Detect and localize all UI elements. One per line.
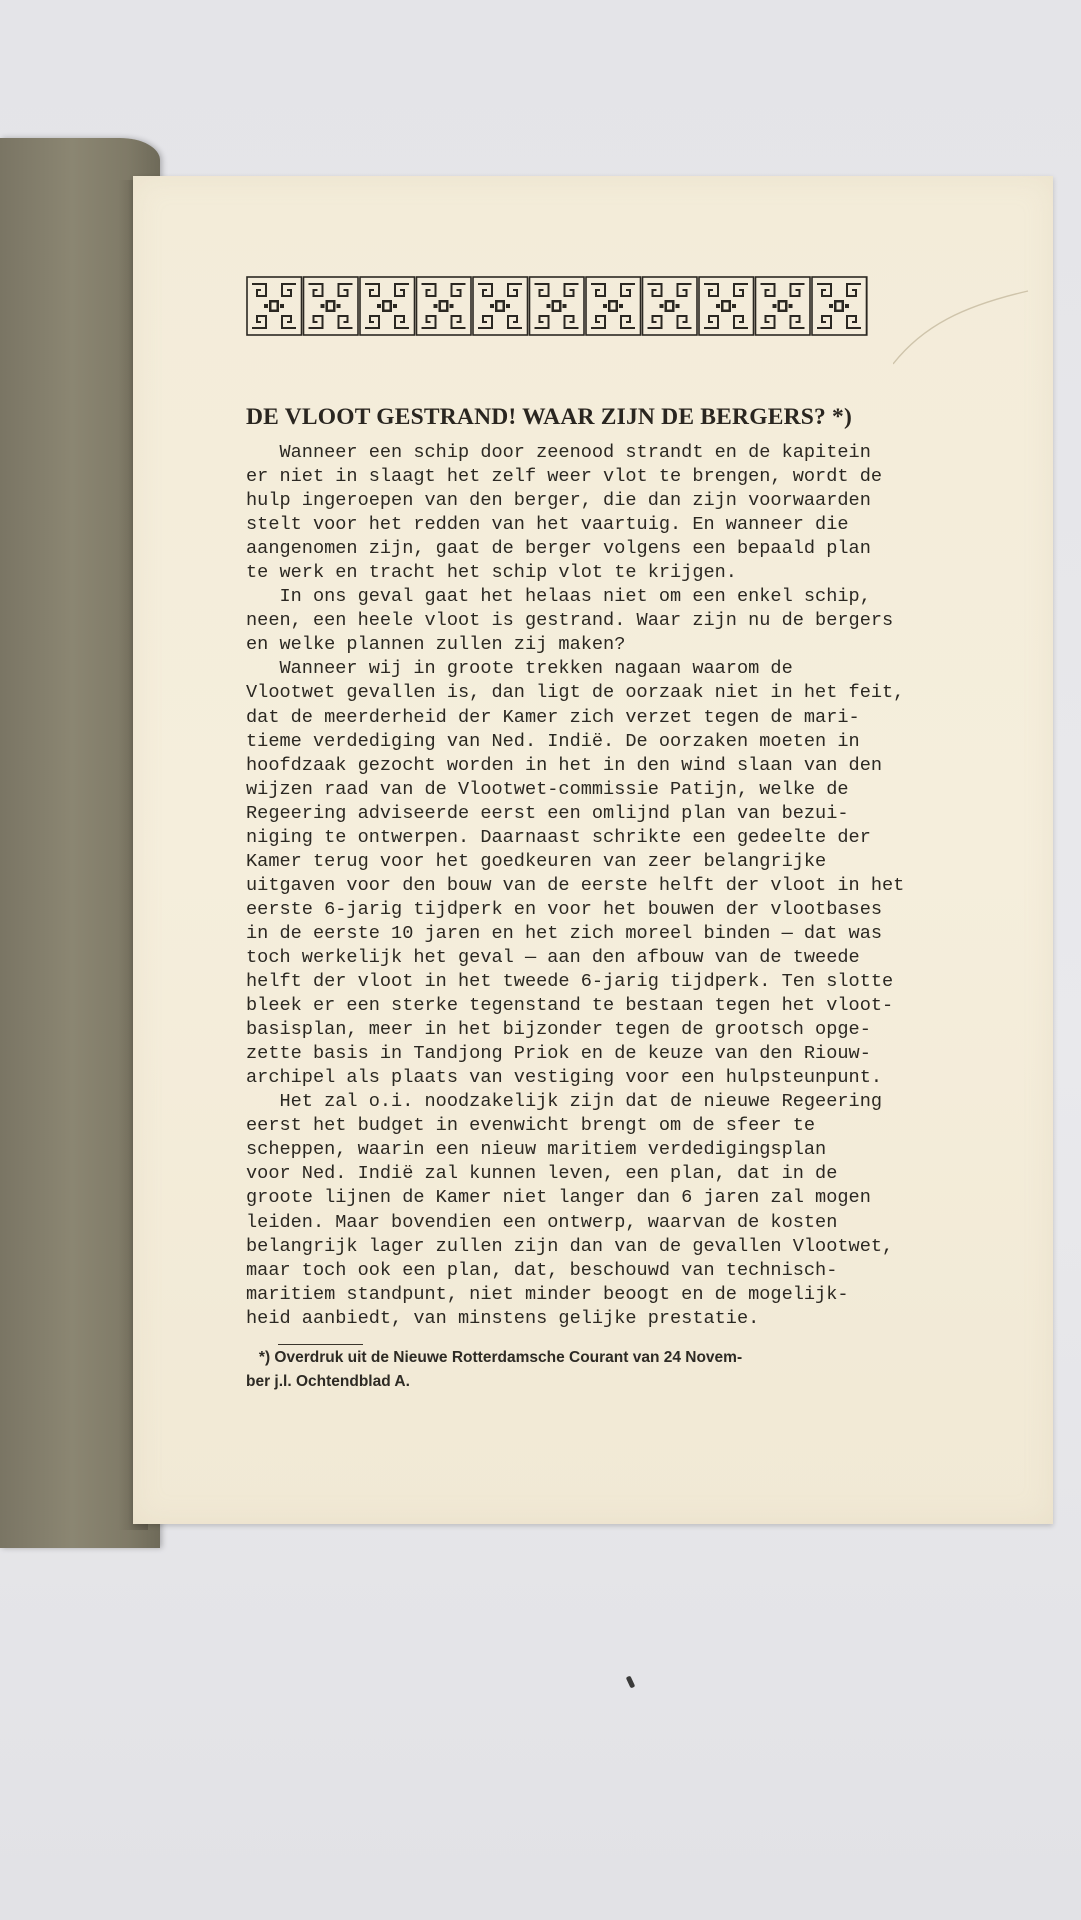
body-line: groote lijnen de Kamer niet langer dan 6 jaren zal mogen	[246, 1187, 871, 1209]
body-line: helft der vloot in het tweede 6-jarig tijdperk. Ten slotte	[246, 971, 894, 993]
body-line: Regeering adviseerde eerst een omlijnd plan van bezui-	[246, 802, 849, 824]
body-line: wijzen raad van de Vlootwet-commissie Patijn, welke de	[246, 778, 849, 800]
body-line: bleek er een sterke tegenstand te bestaan tegen het vloot-	[246, 995, 894, 1017]
body-line: maar toch ook een plan, dat, beschouwd van technisch-	[246, 1259, 838, 1281]
body-line: uitgaven voor den bouw van de eerste helft der vloot in het	[246, 874, 905, 896]
body-line: hoofdzaak gezocht worden in het in den wind slaan van den	[246, 754, 883, 776]
body-line: te werk en tracht het schip vlot te krijgen.	[246, 562, 737, 584]
body-line: er niet in slaagt het zelf weer vlot te brengen, wordt de	[246, 466, 883, 488]
body-line: belangrijk lager zullen zijn dan van de gevallen Vlootwet,	[246, 1235, 894, 1257]
article-headline: DE VLOOT GESTRAND! WAAR ZIJN DE BERGERS? *)	[246, 404, 853, 430]
body-line: in de eerste 10 jaren en het zich moreel binden — dat was	[246, 922, 883, 944]
body-line: dat de meerderheid der Kamer zich verzet tegen de mari-	[246, 706, 860, 728]
body-line: stelt voor het redden van het vaartuig. En wanneer die	[246, 514, 849, 536]
body-line: zette basis in Tandjong Priok en de keuze van den Riouw-	[246, 1043, 871, 1065]
body-line: heid aanbiedt, van minstens gelijke prestatie.	[246, 1307, 760, 1329]
body-line: neen, een heele vloot is gestrand. Waar zijn nu de bergers	[246, 610, 894, 632]
body-line: Kamer terug voor het goedkeuren van zeer belangrijke	[246, 850, 827, 872]
body-line: eerste 6-jarig tijdperk en voor het bouwen der vlootbases	[246, 898, 883, 920]
body-line: Wanneer een schip door zeenood strandt en de kapitein	[246, 442, 871, 463]
footnote-line: ber j.l. Ochtendblad A.	[246, 1373, 410, 1390]
body-line: Wanneer wij in groote trekken nagaan waarom de	[246, 658, 793, 680]
body-line: archipel als plaats van vestiging voor een hulpsteunpunt.	[246, 1067, 883, 1089]
greek-key-border-ornament-icon	[246, 276, 868, 336]
footnote	[246, 1346, 886, 1394]
body-line: tieme verdediging van Ned. Indië. De oorzaken moeten in	[246, 730, 860, 752]
body-line: maritiem standpunt, niet minder beoogt en de mogelijk-	[246, 1283, 849, 1305]
body-line: hulp ingeroepen van den berger, die dan zijn voorwaarden	[246, 490, 871, 512]
paper-crease-mark	[893, 286, 1033, 366]
body-line: aangenomen zijn, gaat de berger volgens een bepaald plan	[246, 538, 871, 560]
footnote-divider	[278, 1344, 363, 1345]
body-line: basisplan, meer in het bijzonder tegen de grootsch opge-	[246, 1019, 871, 1041]
document-page	[133, 176, 1053, 1524]
article-body	[246, 441, 905, 1331]
body-line: Vlootwet gevallen is, dan ligt de oorzaak niet in het feit,	[246, 682, 905, 704]
body-line: scheppen, waarin een nieuw maritiem verdedigingsplan	[246, 1139, 827, 1161]
body-line: toch werkelijk het geval — aan den afbouw van de tweede	[246, 946, 860, 968]
footnote-line: *) Overdruk uit de Nieuwe Rotterdamsche Courant van 24 Novem-	[246, 1349, 743, 1366]
body-line: en welke plannen zullen zij maken?	[246, 634, 626, 656]
body-line: In ons geval gaat het helaas niet om een enkel schip,	[246, 586, 871, 608]
body-line: leiden. Maar bovendien een ontwerp, waarvan de kosten	[246, 1211, 838, 1233]
body-line: niging te ontwerpen. Daarnaast schrikte een gedeelte der	[246, 826, 871, 848]
body-line: eerst het budget in evenwicht brengt om de sfeer te	[246, 1115, 816, 1137]
body-line: voor Ned. Indië zal kunnen leven, een plan, dat in de	[246, 1163, 838, 1185]
body-line: Het zal o.i. noodzakelijk zijn dat de nieuwe Regeering	[246, 1091, 883, 1113]
